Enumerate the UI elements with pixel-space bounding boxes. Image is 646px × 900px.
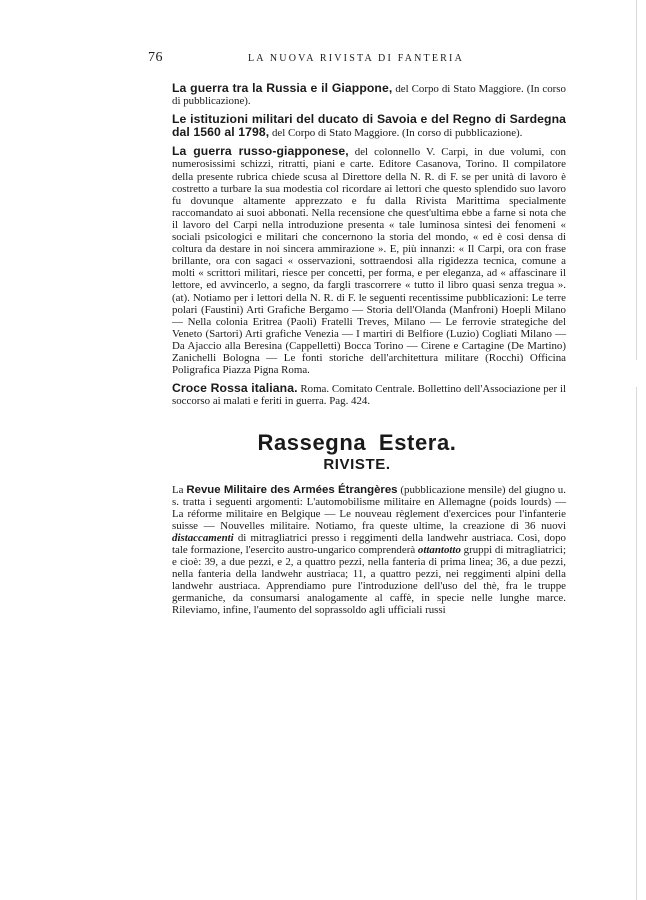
entry-text: del Corpo di Stato Maggiore. (In corso di pubblicazione). bbox=[172, 83, 566, 108]
entry-title: La guerra tra la Russia e il Giappone, bbox=[172, 81, 393, 95]
section-title: Rassegna Estera. bbox=[257, 430, 457, 456]
entry-text: del Corpo di Stato Maggiore. (In corso di pubblicazione). bbox=[269, 127, 523, 140]
bibliography-entry bbox=[148, 82, 566, 107]
journal-title: Revue Militaire des Armées Étrangères bbox=[186, 483, 398, 496]
review-text-2: di mitragliatrici presso i reggimenti della landwehr austriaca. Così, dopo tale formazione, l'esercito austro-ungarico comprenderà bbox=[172, 531, 566, 556]
entry-text: Roma. Comitato Centrale. Bollettino dell'Associazione per il soccorso ai malati e feriti in guerra. Pag. 424. bbox=[172, 383, 566, 408]
entry-text: del colonnello V. Carpi, in due volumi, con numerosissimi schizzi, ritratti, piani e carte. Editore Casanova, Torino. Il compilatore della presente rubrica chiede scusa al Direttore della N. R. di F. se per unità di lavoro è costretto a turbare la sua modestia col ricordare ai lettori che questo splendido suo lavoro fu dovunque altamente apprezzato e fu dalla Rivista Marittima specialmente raccomandato ai suoi abbonati. Nella recensione che quest'ultima ebbe a farne si nota che il lavoro del Carpi nella introduzione presenta « tale luminosa sintesi dei fenomeni « sociali psicologici e militari che concernono la storia del mondo, « ed è così densa di coltura da destare in noi sincera ammirazione ». E, più innanzi: « Il Carpi, ora con frase brillante, ora con sagaci « osservazioni, sottraendosi alla rigidezza tecnica, comune a molti « scrittori militari, riesce per concetti, per forma, e per eleganza, ad « affascinare il lettore, ed avvincerlo, a segno, da fargli trascorrere « tutto il libro quasi senza tregua ». (at). Notiamo per i lettori della N. R. di F. le seguenti recentissime pubblicazioni: Le terre polari (Faustini) Arti Grafiche Bergamo — Storia dell'Olanda (Manfroni) Hoepli Milano — Nella colonia Eritrea (Paoli) Fratelli Treves, Milano — Le ferrovie strategiche del Veneto (Sartori) Arti grafiche Venezia — I martiri di Belfiore (Luzio) Cogliati Milano — Da Ajaccio alla Beresina (Cappelletti) Bocca Torino — Cirene e Cartagine (De Martino) Zanichelli Bologna — Le fonti storiche dell'architettura militare (Rocchi) Officina Poligrafica Piazza Pigna Roma. bbox=[172, 146, 567, 377]
review-emphasis-1: distaccamenti bbox=[172, 531, 234, 544]
section-subtitle: RIVISTE. bbox=[323, 456, 391, 474]
page-number: 76 bbox=[148, 50, 163, 65]
bibliography-entry bbox=[148, 382, 566, 407]
bibliography-entry bbox=[148, 113, 566, 139]
entry-title: La guerra russo-giapponese, bbox=[172, 144, 349, 159]
review-emphasis-2: ottantotto bbox=[417, 544, 461, 556]
entry-title: Croce Rossa italiana. bbox=[172, 381, 298, 396]
entry-title: Le istituzioni militari del ducato di Savoia e del Regno di Sardegna dal 1560 al 1798, bbox=[172, 112, 566, 140]
review-paragraph bbox=[148, 484, 566, 617]
review-lead: La bbox=[172, 483, 187, 496]
running-title: LA NUOVA RIVISTA DI FANTERIA bbox=[248, 53, 464, 64]
review-text-3: gruppi di mitragliatrici; e cioè: 39, a due pezzi, e 2, a quattro pezzi, nella fanteria di prima linea; 36, a due pezzi, nella fanteria della landwehr austriaca; 11, a quattro pezzi, nei reggimenti alpini della landwehr austriaca. Apprendiamo pure l'introduzione dell'uso del thè, fra le truppe germaniche, da consumarsi analogamente al caffè, in specie nelle lunghe marce. Rileviamo, infine, l'aumento del soprassoldo agli ufficiali russi bbox=[172, 544, 566, 617]
review-text-1: (pubblicazione mensile) del giugno u. s. tratta i seguenti argomenti: L'automobilisme militaire en Allemagne (poids lourds) — La réforme militaire en Belgique — Le nouveau règlement d'exercices pour l'infanterie suisse — Nouvelles militaire. Notiamo, fra queste ultime, la creazione di 36 nuovi bbox=[172, 483, 566, 532]
bibliography-entry bbox=[148, 145, 566, 376]
page-header bbox=[148, 50, 578, 68]
scan-edge-line bbox=[636, 0, 637, 900]
text-column bbox=[148, 82, 566, 623]
